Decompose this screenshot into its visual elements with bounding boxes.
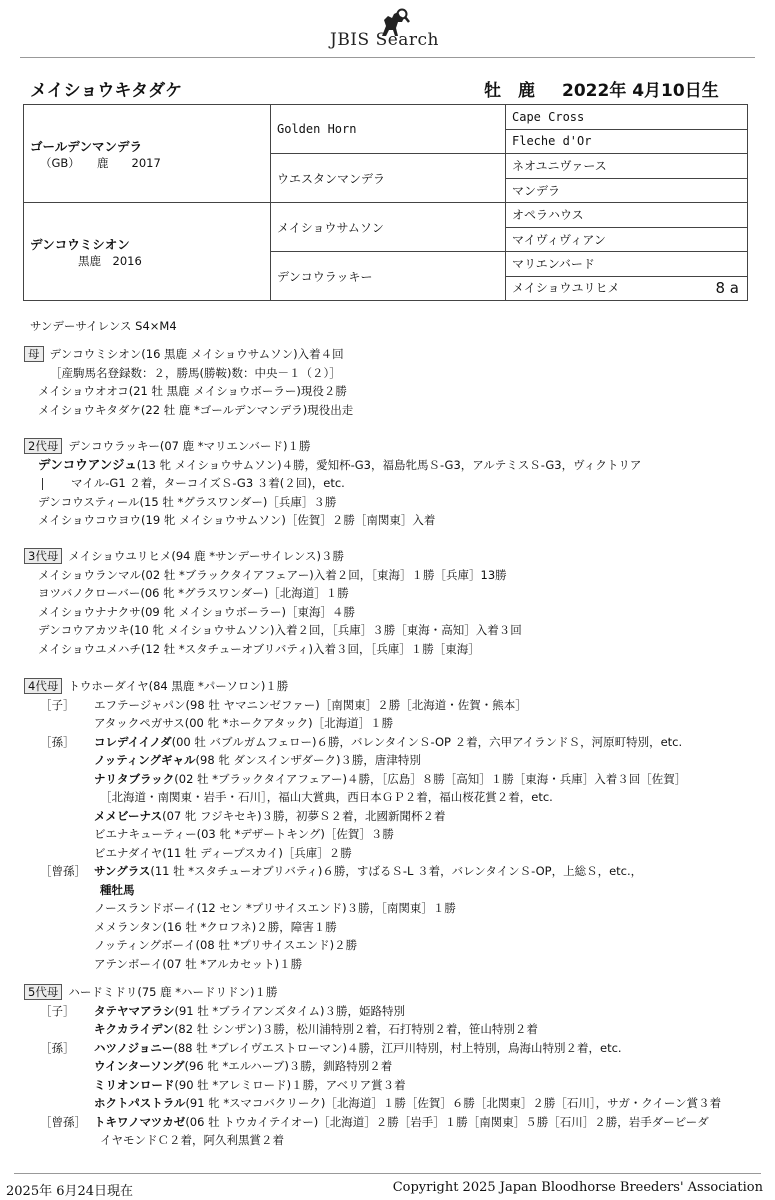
list-item[interactable]: メイショウユメハチ(12 牡 *スタチューオブリバティ)入着３回，［兵庫］１勝［東海］	[38, 641, 480, 656]
dd-dam-cell	[506, 276, 748, 301]
continuation-bar	[42, 478, 71, 490]
list-item[interactable]: ノースランドボーイ(12 セン *プリサイスエンド)３勝，［南関東］１勝	[94, 901, 456, 915]
sire-dam-cell[interactable]: ウエスタンマンデラ	[271, 154, 506, 203]
notable-horse-name[interactable]: キクカライデン	[94, 1022, 174, 1036]
header-divider	[20, 57, 755, 58]
notable-horse-name[interactable]: ハツノジョニー	[94, 1040, 174, 1055]
section-head: ハードミドリ(75 鹿 *ハードリドン)１勝	[68, 985, 278, 999]
section-tag: 5代母	[24, 984, 62, 1000]
offspring-summary: ［産駒馬名登録数：２，勝馬(勝鞍)数：中央－１（２）］	[50, 365, 341, 380]
great-grandchildren-label: ［曾孫］	[40, 1114, 86, 1129]
dd-dam-name[interactable]: メイショウユリヒメ	[512, 281, 620, 296]
dd-sire-cell[interactable]: マリエンバード	[506, 252, 748, 277]
horse-record: (00 牡 バブルガムフェロー)６勝，バレンタインＳ-OP ２着，六甲アイランドＳ，河原町特別，etc.	[171, 734, 683, 749]
dam-name[interactable]: デンコウミシオン	[30, 236, 130, 252]
list-item[interactable]: メイショウオオコ(21 牡 黒鹿 メイショウボーラー)現役２勝	[38, 384, 347, 398]
horse-record-cont: イヤモンドＣ２着，阿久利黒賞２着	[100, 1133, 284, 1147]
sire-detail: （GB） 鹿 2017	[40, 155, 161, 170]
dam-section	[24, 345, 353, 419]
ss-dam-cell[interactable]: Fleche d'Or	[506, 129, 748, 154]
horse-record: (11 牡 *スタチューオブリバティ)６勝，すばるＳ-L ３着，バレンタインＳ-OP，上総Ｓ，etc.，	[150, 864, 643, 878]
list-item[interactable]: メメランタン(16 牡 *クロフネ)２勝，障害１勝	[94, 919, 337, 934]
notable-horse-name[interactable]: デンコウアンジュ	[38, 456, 137, 472]
pedigree-table	[23, 104, 748, 301]
list-item[interactable]: アタックペガサス(00 牝 *ホークアタック)［北海道］１勝	[94, 716, 394, 730]
children-label: ［子］	[40, 697, 75, 712]
section-tag: 4代母	[24, 678, 62, 694]
great-grandchildren-label: ［曾孫］	[40, 864, 86, 878]
horse-record: (90 牡 *アレミロード)１勝，アベリア賞３着	[174, 1077, 406, 1092]
notable-horse-name[interactable]: トキワノマツカゼ	[94, 1114, 186, 1129]
list-item[interactable]: デンコウアカツキ(10 牝 メイショウサムソン)入着２回，［兵庫］３勝［東海・高知］入着３回	[38, 623, 522, 637]
section-tag: 3代母	[24, 548, 62, 564]
inbreeding-note: サンデーサイレンス S4×M4	[30, 319, 177, 333]
children-label: ［子］	[40, 1003, 75, 1018]
grandchildren-label: ［孫］	[40, 1040, 75, 1055]
list-item[interactable]: メイショウナナクサ(09 牝 メイショウボーラー)［東海］４勝	[38, 604, 356, 619]
notable-horse-name[interactable]: ホクトパストラル	[94, 1096, 186, 1110]
notable-horse-name[interactable]: ナリタブラック	[94, 771, 175, 786]
notable-horse-name[interactable]: タテヤマアラシ	[94, 1003, 175, 1018]
notable-horse-name[interactable]: ウインターソング	[94, 1059, 185, 1073]
notable-horse-name[interactable]: コレデイイノダ	[94, 734, 172, 749]
notable-horse-record: (13 牝 メイショウサムソン)４勝，愛知杯-G3，福島牝馬Ｓ-G3，アルテミスＳ-G3，ヴィクトリア	[136, 457, 642, 472]
fifth-dam-section	[24, 983, 721, 1150]
stallion-note: 種牡馬	[100, 882, 135, 897]
dam-dam-cell[interactable]: デンコウラッキー	[271, 252, 506, 301]
fourth-dam-section	[24, 677, 686, 973]
section-head: デンコウラッキー(07 鹿 *マリエンバード)１勝	[68, 439, 311, 453]
horse-record: (88 牡 *ブレイヴエストローマン)４勝，江戸川特別，村上特別，鳥海山特別２着，etc.	[173, 1040, 622, 1055]
logo-text: JBIS Search	[330, 30, 440, 50]
list-item[interactable]: ビエナダイヤ(11 牡 ディープスカイ)［兵庫］２勝	[94, 845, 352, 860]
horse-header	[30, 76, 745, 102]
notable-horse-name[interactable]: メメビーナス	[94, 808, 163, 823]
dam-sire-cell[interactable]: メイショウサムソン	[271, 203, 506, 252]
notable-horse-record-cont: マイル-G1 ２着，ターコイズＳ-G3 ３着(２回)，etc.	[71, 476, 345, 490]
sire-cell	[24, 105, 271, 203]
list-item[interactable]: エフテージャパン(98 牡 ヤマニンゼファー)［南関東］２勝［北海道・佐賀・熊本］	[94, 697, 527, 712]
horse-record: (07 牝 フジキセキ)３勝，初夢Ｓ２着，北國新聞杯２着	[162, 808, 446, 823]
footer-divider	[14, 1173, 761, 1174]
grandchildren-label: ［孫］	[40, 734, 75, 749]
list-item[interactable]: アテンボーイ(07 牡 *アルカセット)１勝	[94, 956, 303, 971]
sd-sire-cell[interactable]: ネオユニヴァース	[506, 154, 748, 179]
ds-sire-cell[interactable]: オペラハウス	[506, 203, 748, 228]
section-tag: 2代母	[24, 438, 62, 454]
list-item[interactable]: デンコウスティール(15 牡 *グラスワンダー)［兵庫］３勝	[38, 494, 337, 509]
dam-detail: 黒鹿 2016	[78, 253, 142, 268]
list-item[interactable]: メイショウキタダケ(22 牡 鹿 *ゴールデンマンデラ)現役出走	[38, 402, 354, 417]
list-item[interactable]: ノッティングボーイ(08 牡 *プリサイスエンド)２勝	[94, 938, 358, 952]
notable-horse-name[interactable]: サングラス	[94, 864, 151, 878]
notable-horse-name[interactable]: ノッティングギャル	[94, 753, 196, 767]
second-dam-section	[24, 437, 641, 530]
list-item[interactable]: ビエナキューティー(03 牝 *デザートキング)［佐賀］３勝	[94, 827, 394, 841]
horse-record: (96 牝 *エルハーブ)３勝，釧路特別２着	[184, 1059, 393, 1073]
footer-date: 2025年 6月24日現在	[6, 1184, 134, 1199]
family-number: 8 a	[715, 279, 739, 298]
sire-name[interactable]: ゴールデンマンデラ	[30, 138, 143, 154]
horse-record-cont: ［北海道・南関東・岩手・石川］，福山大賞典，西日本ＧＰ２着，福山桜花賞２着，etc.	[100, 790, 553, 804]
horse-record: (91 牝 *スマコバクリーク)［北海道］１勝［佐賀］６勝［北関東］２勝［石川］，サガ・クイーン賞３着	[185, 1096, 722, 1110]
section-head: メイショウユリヒメ(94 鹿 *サンデーサイレンス)３勝	[68, 549, 345, 563]
jbis-logo[interactable]	[330, 8, 470, 52]
horse-sex: 牡	[484, 81, 501, 101]
ds-dam-cell[interactable]: マイヴィヴィアン	[506, 227, 748, 252]
sd-dam-cell[interactable]: マンデラ	[506, 178, 748, 203]
horse-color: 鹿	[518, 81, 535, 101]
section-head: デンコウミシオン(16 黒鹿 メイショウサムソン)入着４回	[49, 347, 344, 361]
horse-record: (06 牡 トウカイテイオー)［北海道］２勝［岩手］１勝［南関東］５勝［石川］２勝，岩手ダービーダ	[185, 1114, 709, 1129]
footer-copyright: Copyright 2025 Japan Bloodhorse Breeders' Association	[392, 1180, 763, 1195]
section-tag: 母	[24, 346, 44, 362]
horse-record: (91 牡 *ブライアンズタイム)３勝，姫路特別	[174, 1003, 405, 1018]
ss-sire-cell[interactable]: Cape Cross	[506, 105, 748, 130]
horse-birthdate: 2022年 4月10日生	[562, 81, 719, 101]
dam-cell	[24, 203, 271, 301]
list-item[interactable]: ヨツバノクローバー(06 牝 *グラスワンダー)［北海道］１勝	[38, 586, 349, 600]
sire-sire-cell[interactable]: Golden Horn	[271, 105, 506, 154]
section-head: トウホーダイヤ(84 黒鹿 *パーソロン)１勝	[68, 679, 289, 693]
list-item[interactable]: メイショウコウヨウ(19 牝 メイショウサムソン)［佐賀］２勝［南関東］入着	[38, 513, 436, 527]
notable-horse-name[interactable]: ミリオンロード	[94, 1077, 175, 1092]
horse-record: (02 牡 *ブラックタイアフェアー)４勝，［広島］８勝［高知］１勝［東海・兵庫］入着３回［佐賀］	[174, 771, 687, 786]
horse-name: メイショウキタダケ	[30, 81, 183, 101]
horse-record: (98 牝 ダンスインザダーク)３勝，唐津特別	[195, 753, 421, 767]
horse-record: (82 牡 シンザン)３勝，松川浦特別２着，石打特別２着，笹山特別２着	[173, 1022, 538, 1036]
third-dam-section	[24, 547, 522, 658]
list-item[interactable]: メイショウランマル(02 牡 *ブラックタイアフェアー)入着２回，［東海］１勝［兵庫］13勝	[38, 567, 507, 582]
